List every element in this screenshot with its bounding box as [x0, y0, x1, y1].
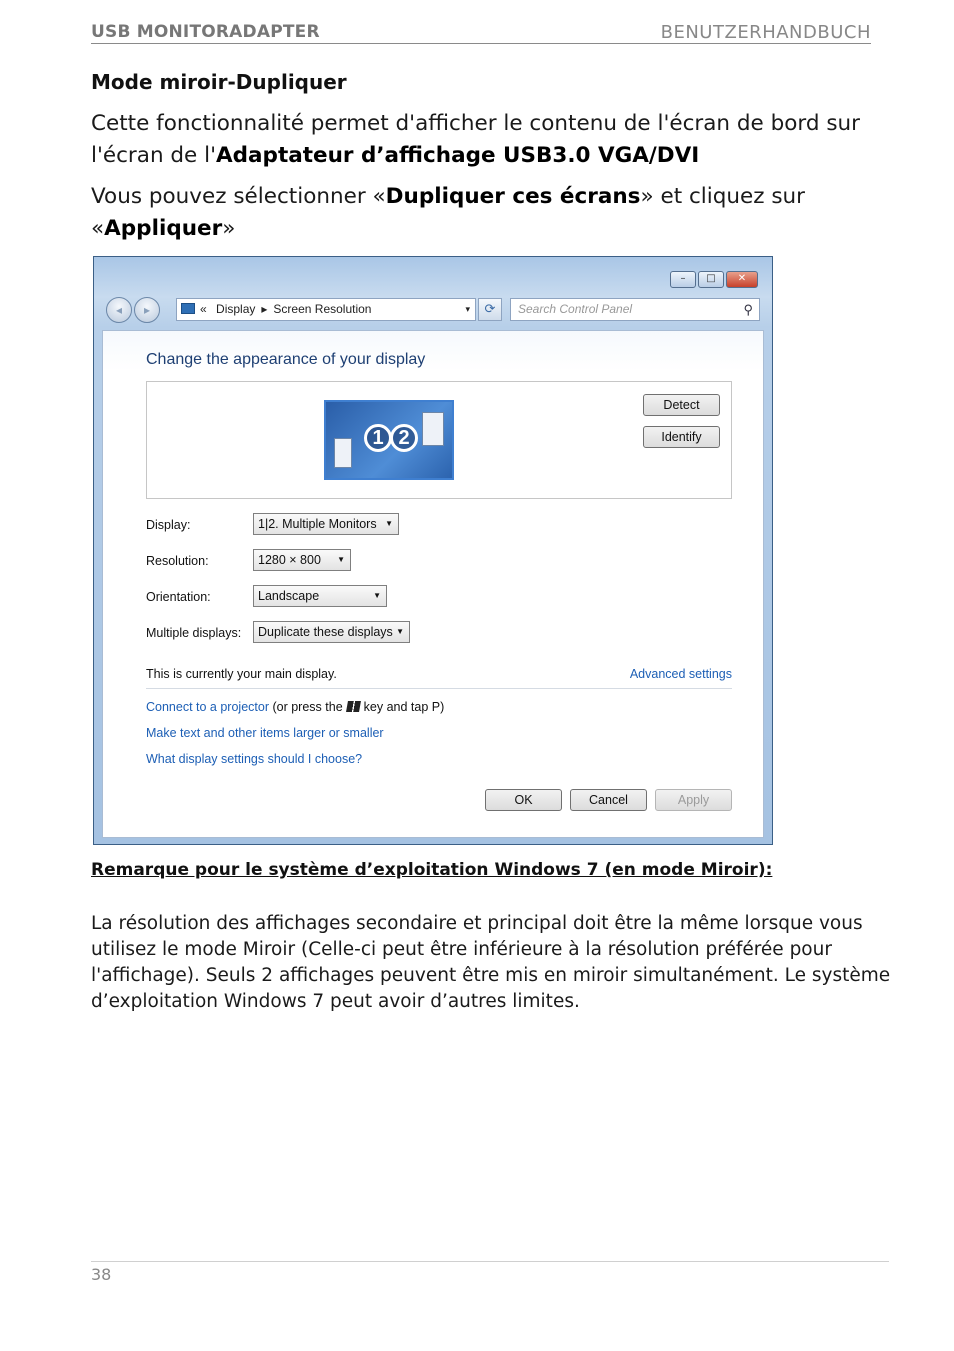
- maximize-button[interactable]: □: [698, 271, 724, 288]
- window-thumbnail-1: [334, 438, 352, 468]
- nav-buttons: [106, 297, 164, 323]
- advanced-settings-link[interactable]: Advanced settings: [629, 667, 732, 681]
- refresh-button[interactable]: ⟳: [478, 298, 502, 321]
- monitor-number-2: 2: [390, 424, 418, 452]
- chevron-down-icon: ▼: [396, 627, 404, 636]
- title-buttons: [670, 271, 758, 288]
- minimize-button[interactable]: –: [670, 271, 696, 288]
- apply-button[interactable]: Apply: [655, 789, 732, 811]
- resolution-label: Resolution:: [146, 554, 209, 568]
- instruction-text-3: »: [222, 216, 236, 241]
- forward-button[interactable]: [134, 297, 160, 323]
- breadcrumb-display[interactable]: Display: [216, 302, 256, 316]
- main-display-note: This is currently your main display.: [146, 667, 337, 681]
- instruction-bold-1: Dupliquer ces écrans: [385, 184, 641, 209]
- connect-projector-link[interactable]: Connect to a projector: [146, 700, 269, 714]
- multiple-displays-select[interactable]: [253, 621, 410, 643]
- instruction-text-2: » et cliquez sur «: [91, 184, 806, 241]
- window-frame: [94, 257, 772, 844]
- projector-hint-b: key and tap P): [363, 700, 445, 714]
- address-bar[interactable]: [176, 298, 476, 321]
- orientation-label: Orientation:: [146, 590, 211, 604]
- search-placeholder: Search Control Panel: [518, 302, 633, 316]
- breadcrumb-separator-icon: ▸: [261, 302, 268, 316]
- display-value: 1|2. Multiple Monitors: [258, 517, 377, 531]
- search-input[interactable]: [510, 298, 760, 321]
- back-arrow-icon: ◂: [115, 303, 123, 317]
- header-product: USB MONITORADAPTER: [91, 22, 320, 42]
- projector-hint-a: (or press the: [272, 700, 343, 714]
- projector-line: [146, 700, 444, 714]
- resolution-value: 1280 × 800: [258, 553, 321, 567]
- cancel-button[interactable]: Cancel: [570, 789, 647, 811]
- instruction-text-1: Vous pouvez sélectionner «: [91, 184, 386, 209]
- remark-body: La résolution des affichages secondaire et principal doit être la même lorsque vous utilisez le mode Miroir (Celle-ci peut être inférieure à la résolution préférée pour l'affichage). Seuls 2 affichages peuvent être mis en miroir simultanément. Le système d’exploitation Windows 7 peut avoir d’autres limites.: [91, 913, 891, 1012]
- chevron-down-icon: ▼: [373, 591, 381, 600]
- control-panel-icon: [181, 303, 195, 314]
- display-select[interactable]: [253, 513, 399, 535]
- breadcrumb-screen-resolution[interactable]: Screen Resolution: [273, 302, 372, 316]
- display-preview: [146, 381, 732, 499]
- windows-key-icon: [346, 701, 361, 712]
- intro-paragraph: [91, 108, 891, 172]
- page-number: 38: [91, 1265, 112, 1284]
- display-label: Display:: [146, 518, 191, 532]
- intro-bold: Adaptateur d’affichage USB3.0 VGA/DVI: [216, 143, 700, 168]
- remark-title: Remarque pour le système d’exploitation Windows 7 (en mode Miroir):: [91, 860, 773, 880]
- monitor-number-1: 1: [364, 424, 392, 452]
- intro-text: Cette fonctionnalité permet d'afficher le contenu de l'écran de bord sur l'écran de l': [91, 111, 861, 168]
- instruction-bold-2: Appliquer: [104, 216, 223, 241]
- monitor-icon[interactable]: [324, 400, 454, 480]
- resolution-select[interactable]: [253, 549, 351, 571]
- footer-divider: [91, 1261, 889, 1262]
- multiple-displays-value: Duplicate these displays: [258, 625, 393, 639]
- forward-arrow-icon: ▸: [143, 303, 151, 317]
- ok-button[interactable]: OK: [485, 789, 562, 811]
- text-size-link[interactable]: Make text and other items larger or smaller: [146, 726, 384, 740]
- display-settings-help-link[interactable]: What display settings should I choose?: [146, 752, 363, 766]
- instruction-paragraph: [91, 181, 891, 245]
- screen-resolution-window: [93, 256, 773, 845]
- content-heading: Change the appearance of your display: [146, 351, 426, 368]
- chevron-down-icon: ▼: [385, 519, 393, 528]
- detect-button[interactable]: Detect: [643, 394, 720, 416]
- multiple-displays-label: Multiple displays:: [146, 626, 242, 640]
- divider: [146, 688, 732, 689]
- address-chevron[interactable]: «: [200, 302, 207, 316]
- orientation-value: Landscape: [258, 589, 320, 603]
- identify-button[interactable]: Identify: [643, 426, 720, 448]
- header-manual: BENUTZERHANDBUCH: [660, 22, 871, 43]
- section-title: Mode miroir-Dupliquer: [91, 70, 347, 94]
- search-icon[interactable]: ⚲: [743, 302, 753, 317]
- address-dropdown-icon[interactable]: ▾: [465, 304, 470, 314]
- page-header: [91, 22, 871, 44]
- back-button[interactable]: [106, 297, 132, 323]
- close-button[interactable]: ✕: [726, 271, 758, 288]
- window-thumbnail-2: [422, 412, 444, 446]
- orientation-select[interactable]: [253, 585, 387, 607]
- chevron-down-icon: ▼: [337, 555, 345, 564]
- content-pane: [102, 330, 764, 838]
